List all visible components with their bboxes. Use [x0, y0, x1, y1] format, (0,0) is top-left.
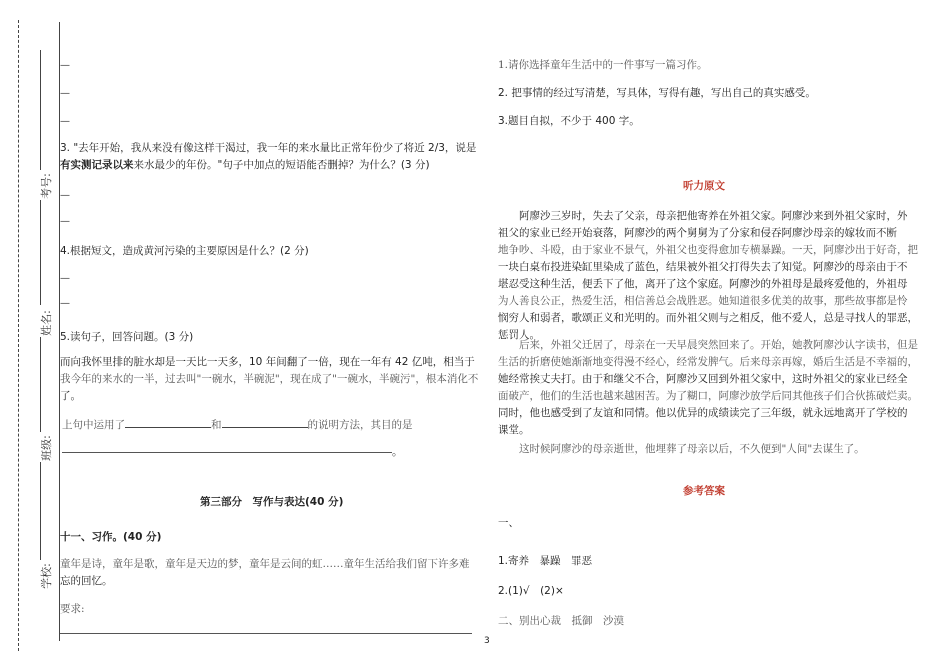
listening-title: 听力原文 [683, 180, 725, 192]
school-label: 学校: [39, 563, 53, 589]
period-mark: 。 [392, 446, 403, 458]
question-5-blanks: 上句中运用了 和 的说明方法，其目的是 [62, 416, 413, 432]
blank-line [222, 416, 308, 428]
listening-paragraph-1: 阿廖沙三岁时，失去了父亲，母亲把他寄养在外祖父家。阿廖沙来到外祖父家时，外 祖父的家业已经开始衰落，阿廖沙的两个舅舅为了分家和侵吞阿廖沙母亲的嫁妆而不断 地争吵、斗殴，由于家业不景气，外祖父也变得愈加专横暴躁。一天，阿廖沙出于好奇，把 一块白桌布投进染缸里染成了蓝色，结果被外祖父打得失去了知觉。阿廖沙的母亲由于不 堪忍受这种生活，便丢下了他，离开了这个家庭。阿廖沙的外祖母是最疼爱他的，外祖母 为人善良公正，热爱生活，相信善总会战胜恶。她知道很多优美的故事，那些故事都是怜 悯穷人和弱者，歌颂正义和光明的。而外祖父则与之相反，他不爱人，总是寻找人的罪恶， 惩罚人。 [498, 210, 918, 341]
requirement-3: 3.题目自拟，不少于 400 字。 [498, 115, 640, 127]
essay-prompt: 童年是诗，童年是歌，童年是天边的梦，童年是云间的虹……童年生活给我们留下许多难 忘的回忆。 [60, 558, 470, 587]
name-label: 姓名: [39, 310, 53, 336]
bottom-rule [60, 633, 472, 634]
answer-1: 1.寄养 暴躁 罪恶 [498, 555, 593, 567]
answers-title: 参考答案 [683, 485, 725, 497]
part-3-title: 第三部分 写作与表达(40 分) [200, 496, 344, 508]
blank-line [125, 416, 211, 428]
exam-no-blank [40, 50, 41, 170]
answer-dash: — [60, 216, 70, 227]
class-label: 班级: [39, 435, 53, 461]
page-number: 3 [484, 636, 490, 646]
listening-paragraph-3: 这时候阿廖沙的母亲逝世，他埋葬了母亲以后，不久便到"人间"去谋生了。 [519, 443, 865, 455]
answer-section-1: 一、 [498, 517, 519, 529]
question-3: 3. "去年开始，我从来没有像这样干渴过，我一年的来水量比正常年份少了将近 2/3，说是 有实测记录以来来水最少的年份。"句子中加点的短语能否删掉？为什么？(3 分) [60, 142, 477, 171]
name-blank [40, 200, 41, 305]
question-5: 5.读句子，回答问题。(3 分) [60, 331, 194, 343]
answer-line [62, 452, 392, 453]
class-blank [40, 337, 41, 432]
school-blank [40, 462, 41, 560]
question-11: 十一、习作。(40 分) [60, 531, 162, 543]
emphasized-phrase: 有实测记录以来 [60, 159, 134, 171]
answer-dash: — [60, 60, 70, 71]
question-5-quote: 而向我怀里排的脏水却是一天比一天多，10 年间翻了一倍，现在一年有 42 亿吨，相当于 我今年的来水的一半，过去叫"一碗水，半碗泥"，现在成了"一碗水，半碗污"，根本消化不 了。 [60, 356, 479, 402]
answer-dash: — [60, 298, 70, 309]
answer-section-2: 二、别出心裁 抵御 沙漠 [498, 615, 624, 627]
answer-2: 2.(1)√ (2)× [498, 585, 564, 597]
answer-dash: — [60, 116, 70, 127]
answer-dash: — [60, 190, 70, 201]
answer-dash: — [60, 273, 70, 284]
requirements-label: 要求: [60, 603, 85, 615]
answer-dash: — [60, 88, 70, 99]
requirement-1: 1.请你选择童年生活中的一件事写一篇习作。 [498, 59, 708, 71]
listening-paragraph-2: 后来，外祖父迁居了，母亲在一天早晨突然回来了。开始，她教阿廖沙认字读书，但是 生活的折磨使她渐渐地变得漫不经心，经常发脾气。后来母亲再嫁，婚后生活是不幸福的， 她经常挨丈夫打。由于和继父不合，阿廖沙又回到外祖父家中，这时外祖父的家业已经全 面破产，他们的生活也越来越困苦。为了糊口，阿廖沙放学后同其他孩子们合伙拣破烂卖。 同时，他也感受到了友谊和同情。他以优异的成绩读完了三年级，就永远地离开了学校的 课堂。 [498, 339, 918, 436]
question-4: 4.根据短文，造成黄河污染的主要原因是什么？(2 分) [60, 245, 309, 257]
binding-cut-line [18, 20, 19, 651]
requirement-2: 2. 把事情的经过写清楚，写具体，写得有趣，写出自己的真实感受。 [498, 87, 816, 99]
exam-no-label: 考号: [39, 173, 53, 199]
